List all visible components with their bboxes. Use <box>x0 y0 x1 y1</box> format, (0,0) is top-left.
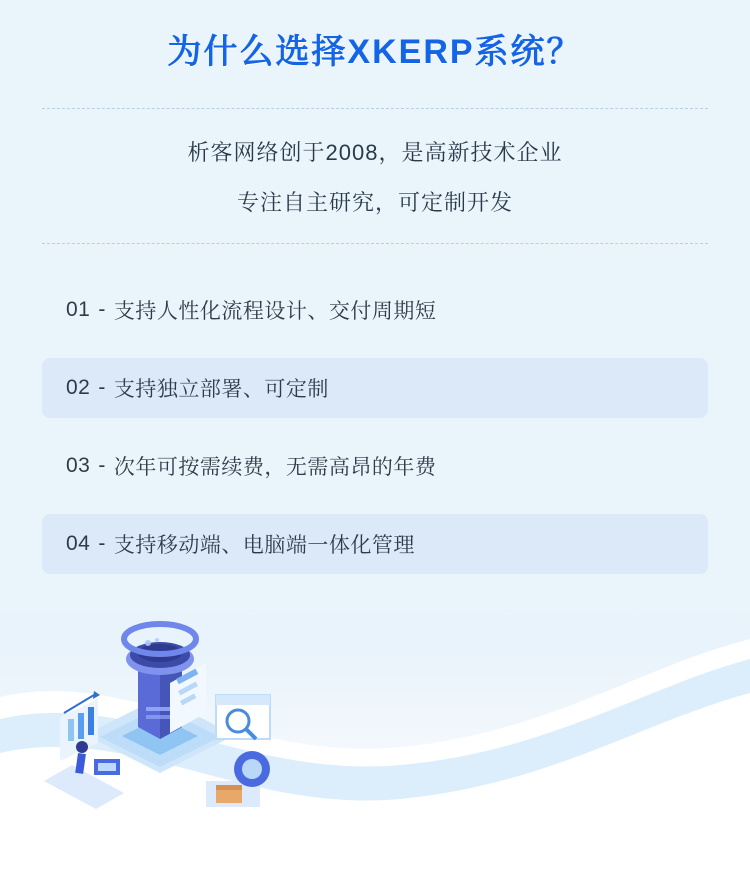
feature-text: 支持独立部署、可定制 <box>113 378 329 401</box>
intro-block <box>0 128 750 228</box>
search-card <box>216 695 270 739</box>
list-item <box>42 280 708 340</box>
feature-text: 支持移动端、电脑端一体化管理 <box>113 534 415 557</box>
robot-figure <box>206 751 270 807</box>
feature-dash: - <box>98 454 106 477</box>
feature-text: 次年可按需续费，无需高昂的年费 <box>113 456 437 479</box>
intro-line-2: 专注自主研究，可定制开发 <box>236 190 513 215</box>
feature-text: 支持人性化流程设计、交付周期短 <box>113 300 437 323</box>
divider-bottom <box>42 243 708 244</box>
feature-dash: - <box>98 298 106 321</box>
isometric-illustration <box>20 567 340 817</box>
feature-dash: - <box>98 376 106 399</box>
divider-top <box>42 108 708 109</box>
list-item <box>42 358 708 418</box>
list-item <box>42 436 708 496</box>
list-item <box>42 514 708 574</box>
feature-number: 01 <box>66 298 91 321</box>
feature-number: 02 <box>66 376 91 399</box>
feature-number: 04 <box>66 532 91 555</box>
feature-number: 03 <box>66 454 91 477</box>
intro-line-1: 析客网络创于2008，是高新技术企业 <box>187 140 563 165</box>
feature-dash: - <box>98 532 106 555</box>
person-figure <box>44 741 124 809</box>
page-title: 为什么选择XKERP系统？ <box>167 33 583 71</box>
feature-list <box>42 280 708 592</box>
